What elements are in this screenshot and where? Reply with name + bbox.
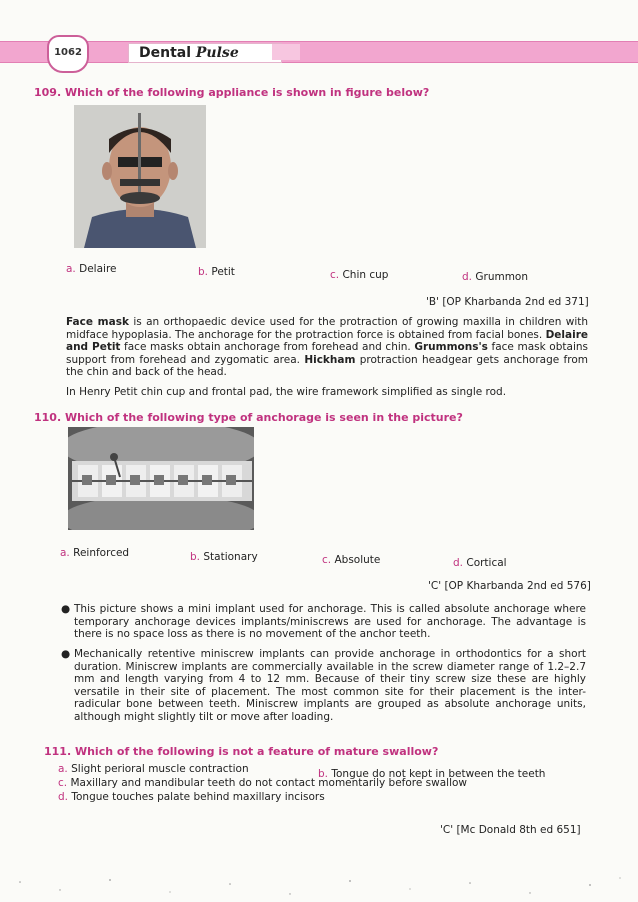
option-letter: c. [330, 269, 340, 281]
option-109-b [198, 266, 235, 278]
bullet-dot-icon: ● [61, 603, 71, 615]
option-110-b [190, 551, 258, 563]
option-letter: c. [322, 554, 332, 566]
option-letter: b. [318, 768, 329, 780]
option-text: Tongue touches palate behind maxillary incisors [71, 791, 325, 803]
option-111-a [58, 763, 249, 775]
option-111-d [58, 791, 325, 803]
text: protraction headgear gets anchorage from the chin and back of the head. [66, 353, 588, 378]
bullet-dot-icon: ● [61, 648, 71, 660]
option-letter: a. [66, 263, 76, 275]
option-text: Petit [211, 266, 235, 278]
question-109: 109. Which of the following appliance is shown in figure below? [34, 86, 430, 99]
bullet-110-1 [61, 603, 586, 641]
term: Hickham [304, 353, 356, 366]
bullet-text: This picture shows a mini implant used for anchorage. This is called absolute anchorage where temporary anchorage devices implants/miniscrews are used for anchorage. The advantage is there is no space loss as there is no movement of the anchor teeth. [74, 603, 586, 640]
option-text: Maxillary and mandibular teeth do not contact momentarily before swallow [70, 777, 468, 789]
reference-111: 'C' [Mc Donald 8th ed 651] [440, 824, 581, 836]
option-letter: d. [462, 271, 473, 283]
option-110-c [322, 554, 380, 566]
reference-110: 'C' [OP Kharbanda 2nd ed 576] [428, 580, 591, 592]
option-text: Grummon [475, 271, 529, 283]
option-text: Slight perioral muscle contraction [71, 763, 249, 775]
option-109-d [462, 271, 528, 283]
option-text: Tongue do not kept in between the teeth [331, 768, 546, 780]
option-letter: b. [198, 266, 209, 278]
term: Face mask [66, 316, 129, 328]
option-letter: a. [60, 547, 70, 559]
term: Delaire and Petit [66, 328, 588, 353]
bullet-110-2 [61, 648, 586, 723]
question-110: 110. Which of the following type of anchorage is seen in the picture? [34, 411, 463, 424]
bullet-text: Mechanically retentive miniscrew implants can provide anchorage in orthodontics for a short duration. Miniscrew implants are commercially available in the screw diameter range of 1.2–2.7 mm and length varying from 4 to 12 mm. Because of their tiny screw size these are highly versatile in their site of placement. The most common site for their placement is the inter-radicular bone between teeth. Miniscrew implants are grouped as absolute anchorage units, although might slightly tilt or move after loading. [74, 648, 586, 723]
miniscrew-illustration [68, 427, 254, 530]
term: Grummons's [414, 341, 488, 353]
brand-title [128, 43, 282, 63]
text: face mask obtains support from forehead and zygomatic area. [66, 341, 588, 366]
option-111-c [58, 777, 467, 789]
option-text: Cortical [466, 557, 507, 569]
option-text: Absolute [334, 554, 381, 566]
brand-word: Dental [139, 45, 192, 61]
option-text: Reinforced [73, 547, 130, 559]
reference-109: 'B' [OP Kharbanda 2nd ed 371] [426, 296, 589, 308]
question-111: 111. Which of the following is not a feature of mature swallow? [44, 745, 439, 758]
option-text: Delaire [79, 263, 117, 275]
option-letter: d. [453, 557, 464, 569]
brand-script: Pulse [195, 45, 239, 61]
option-letter: b. [190, 551, 201, 563]
explanation-109-p2: In Henry Petit chin cup and frontal pad, the wire framework simplified as single rod. [66, 386, 507, 398]
option-109-a [66, 263, 117, 275]
option-letter: a. [58, 763, 68, 775]
brand-tail [272, 44, 300, 60]
text: face masks obtain anchorage from forehead and chin. [120, 341, 415, 353]
option-110-d [453, 557, 507, 569]
face-mask-illustration [74, 105, 206, 248]
option-text: Chin cup [342, 269, 389, 281]
header-band [0, 41, 638, 63]
option-110-a [60, 547, 129, 559]
option-text: Stationary [203, 551, 258, 563]
option-letter: d. [58, 791, 69, 803]
page-number: 1062 [54, 47, 82, 58]
option-109-c [330, 269, 388, 281]
figure-miniscrew-photo [68, 427, 254, 530]
option-letter: c. [58, 777, 68, 789]
figure-face-mask-photo [74, 105, 206, 248]
scan-noise [0, 872, 638, 902]
tooth-icon [47, 35, 89, 73]
text: is an orthopaedic device used for the protraction of growing maxilla in children with midface hypoplasia. The anchorage for the protraction force is obtained from facial bones. [66, 316, 589, 341]
explanation-109-p1 [66, 316, 588, 379]
